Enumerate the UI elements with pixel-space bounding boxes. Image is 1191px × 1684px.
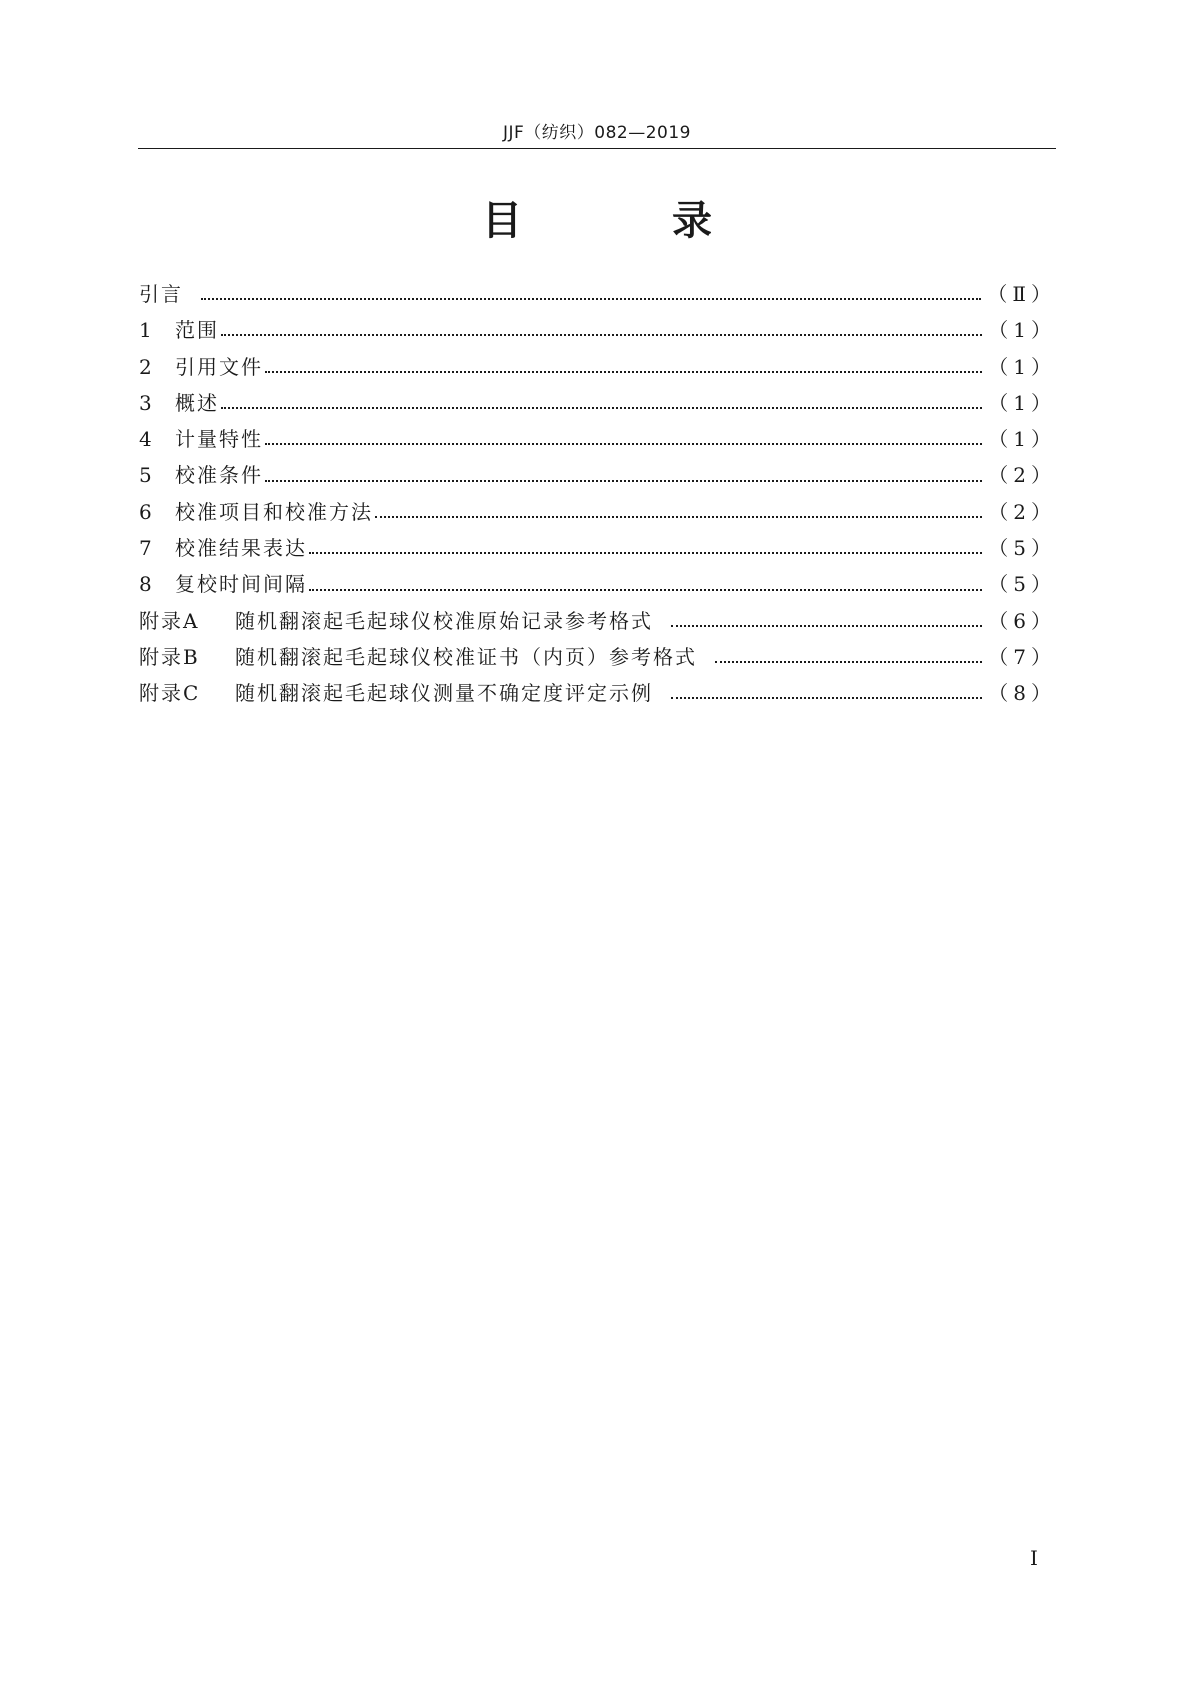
toc-entry-number: 3 — [139, 390, 154, 415]
toc-entry-page: （2） — [988, 463, 1056, 488]
toc-entry[interactable] — [139, 568, 1056, 604]
toc-entry-page: （Ⅱ） — [987, 282, 1056, 306]
toc-leader-dots — [221, 322, 982, 342]
toc-leader-dots — [715, 649, 982, 669]
toc-entry-page: （1） — [988, 354, 1056, 379]
toc-entry-page: （1） — [988, 427, 1056, 452]
toc-entry-label: 概述 — [175, 390, 219, 415]
toc-entry-label: 引言 — [139, 282, 183, 306]
toc-entry-number: 8 — [139, 572, 154, 597]
toc-leader-dots — [309, 577, 982, 597]
toc-entry-label: 复校时间间隔 — [175, 572, 307, 597]
toc-entry[interactable] — [139, 641, 1056, 677]
toc-entry-label: 引用文件 — [175, 354, 263, 379]
toc-entry[interactable] — [139, 459, 1056, 495]
table-of-contents — [139, 278, 1056, 714]
toc-entry-page: （5） — [988, 536, 1056, 561]
toc-entry-label: 计量特性 — [175, 427, 263, 452]
toc-entry-page: （1） — [988, 390, 1056, 415]
page-number: Ⅰ — [1030, 1546, 1038, 1570]
toc-entry[interactable] — [139, 677, 1056, 713]
toc-entry[interactable] — [139, 532, 1056, 568]
header-divider — [138, 148, 1056, 149]
toc-entry-number: 6 — [139, 499, 154, 524]
toc-leader-dots — [265, 468, 982, 488]
toc-entry[interactable] — [139, 423, 1056, 459]
toc-entry-label: 校准结果表达 — [175, 536, 307, 561]
toc-entry-page: （7） — [988, 644, 1056, 669]
toc-leader-dots — [671, 685, 982, 705]
toc-entry-page: （8） — [988, 681, 1056, 706]
page-title: 目 录 — [482, 198, 780, 244]
toc-entry[interactable] — [139, 496, 1056, 532]
toc-entry-number: 7 — [139, 536, 154, 561]
toc-entry[interactable] — [139, 278, 1056, 314]
toc-entry-number: 2 — [139, 354, 154, 379]
toc-entry[interactable] — [139, 314, 1056, 350]
toc-entry-label: 范围 — [175, 318, 219, 343]
toc-leader-dots — [265, 431, 982, 451]
toc-entry-label: 校准项目和校准方法 — [175, 499, 373, 524]
toc-entry[interactable] — [139, 351, 1056, 387]
toc-entry-number: 5 — [139, 463, 154, 488]
toc-entry[interactable] — [139, 387, 1056, 423]
toc-entry-label: 校准条件 — [175, 463, 263, 488]
toc-entry[interactable] — [139, 605, 1056, 641]
toc-entry-page: （2） — [988, 499, 1056, 524]
toc-entry-prefix: 附录B — [139, 644, 200, 669]
toc-leader-dots — [265, 359, 982, 379]
toc-entry-number: 4 — [139, 427, 154, 452]
toc-entry-page: （6） — [988, 608, 1056, 633]
toc-entry-page: （1） — [988, 318, 1056, 343]
toc-entry-prefix: 附录A — [139, 608, 200, 633]
toc-leader-dots — [201, 286, 981, 306]
toc-entry-label: 随机翻滚起毛起球仪校准证书（内页）参考格式 — [235, 644, 697, 669]
toc-entry-page: （5） — [988, 572, 1056, 597]
toc-leader-dots — [309, 540, 982, 560]
toc-entry-prefix: 附录C — [139, 681, 201, 706]
toc-leader-dots — [375, 504, 982, 524]
toc-entry-label: 随机翻滚起毛起球仪校准原始记录参考格式 — [235, 608, 653, 633]
toc-entry-number: 1 — [139, 318, 154, 343]
toc-leader-dots — [221, 395, 982, 415]
standard-code-header: JJF（纺织）082—2019 — [502, 123, 692, 143]
toc-leader-dots — [671, 613, 982, 633]
toc-entry-label: 随机翻滚起毛起球仪测量不确定度评定示例 — [235, 681, 653, 706]
